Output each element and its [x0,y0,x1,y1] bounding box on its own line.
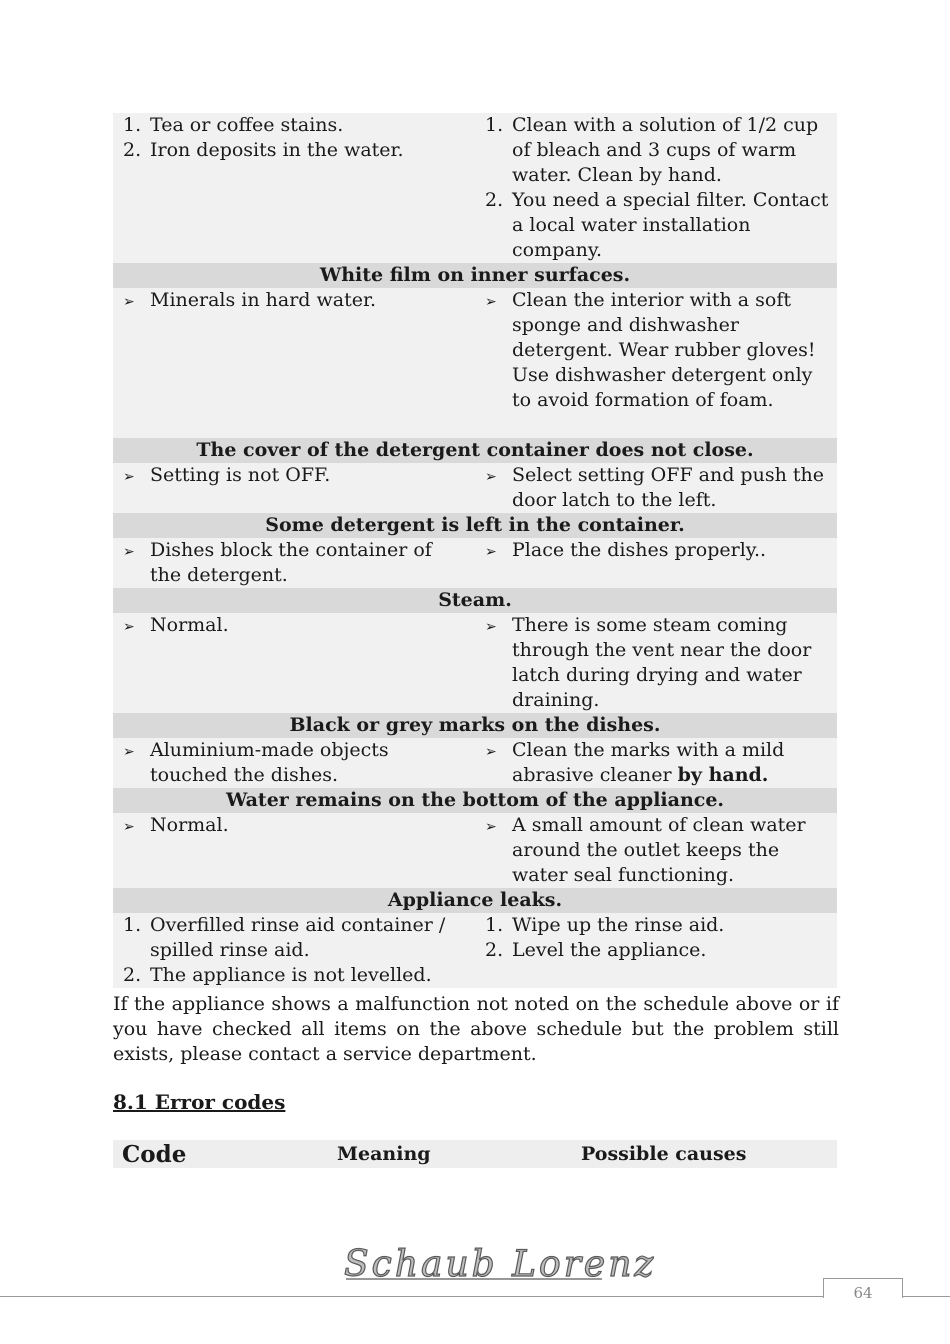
list-item: ➢ Aluminium-made objects touched the dishes. [123,739,389,786]
causes-column-header: Possible causes [581,1143,747,1165]
cause-cell [113,913,475,988]
remedy-text: Clean the marks with a mild abrasive cleaner [512,739,785,786]
table-row [113,288,837,438]
list-item: ➢ Minerals in hard water. [121,288,463,315]
cause-cell [113,288,475,413]
problem-heading: Some detergent is left in the container. [113,513,837,538]
problem-heading: Black or grey marks on the dishes. [113,713,837,738]
list-number: 2. [123,964,142,986]
list-item: ➢ There is some steam coming through the vent near the door latch during drying and water draining. [485,614,812,711]
table-row [113,613,837,713]
list-number: 2. [123,139,142,161]
arrow-bullet-icon: ➢ [485,744,497,760]
list-item: 2. Iron deposits in the water. [123,139,404,161]
list-number: 2. [485,939,504,961]
remedy-cell [475,288,837,413]
section-title: 8.1 Error codes [113,1090,286,1114]
arrow-bullet-icon: ➢ [123,469,135,485]
list-item: ➢ A small amount of clean water around the outlet keeps the water seal functioning. [485,814,806,886]
cause-cell [113,113,475,263]
problem-heading: White film on inner surfaces. [113,263,837,288]
remedy-cell [475,813,837,888]
list-number: 1. [123,914,142,936]
arrow-bullet-icon: ➢ [485,619,497,635]
arrow-bullet-icon: ➢ [123,619,135,635]
cause-cell [113,738,475,788]
list-item: ➢ Dishes block the container of the detergent. [123,539,432,586]
page-number: 64 [853,1284,873,1302]
error-codes-header [113,1140,837,1168]
arrow-bullet-icon: ➢ [123,294,135,310]
table-row [113,913,837,988]
meaning-column-header: Meaning [337,1143,431,1165]
troubleshooting-table [113,113,837,988]
list-item: 1. Tea or coffee stains. [123,114,344,136]
list-number: 1. [485,114,504,136]
list-item: 2. You need a special filter. Contact a local water installation company. [485,189,829,261]
page-number-box [823,1278,903,1302]
remedy-cell [475,538,837,588]
brand-logo [340,1236,657,1290]
list-item: 1. Overfilled rinse aid container / spilled rinse aid. [123,914,446,961]
problem-heading: The cover of the detergent container does not close. [113,438,837,463]
problem-heading: Appliance leaks. [113,888,837,913]
svg-text:Schaub Lorenz: Schaub Lorenz [344,1244,657,1285]
remedy-emphasis: by hand. [677,764,769,786]
code-column-header: Code [122,1140,187,1168]
remedy-cell [475,913,837,988]
list-number: 1. [123,114,142,136]
table-row [113,813,837,888]
list-number: 2. [485,189,504,211]
table-row [113,538,837,588]
problem-heading: Water remains on the bottom of the appliance. [113,788,837,813]
footer-rule [0,1296,950,1297]
table-row [113,113,837,263]
list-item: 1. Wipe up the rinse aid. [485,914,725,936]
list-item [483,738,829,788]
service-note: If the appliance shows a malfunction not noted on the schedule above or if you have checked all items on the above schedule but the problem still exists, please contact a service department. [113,993,839,1065]
arrow-bullet-icon: ➢ [485,294,497,310]
remedy-cell [475,113,837,263]
cause-cell [113,613,475,713]
table-row [113,463,837,513]
list-number: 1. [485,914,504,936]
remedy-cell [475,463,837,513]
list-item: ➢ Clean the interior with a soft sponge and dishwasher detergent. Wear rubber gloves! Use dishwasher detergent only to avoid formation of foam. [485,289,816,411]
cause-cell [113,463,475,513]
arrow-bullet-icon: ➢ [485,819,497,835]
arrow-bullet-icon: ➢ [123,544,135,560]
arrow-bullet-icon: ➢ [485,544,497,560]
remedy-cell [475,738,837,788]
list-item: 2. Level the appliance. [485,939,707,961]
list-item: 2. The appliance is not levelled. [123,964,432,986]
cause-cell [113,538,475,588]
arrow-bullet-icon: ➢ [123,819,135,835]
list-item: ➢ Place the dishes properly.. [483,538,829,565]
list-item: ➢ Setting is not OFF. [121,463,463,490]
arrow-bullet-icon: ➢ [123,744,135,760]
table-row [113,738,837,788]
list-item: ➢ Normal. [121,813,463,840]
list-item: 1. Clean with a solution of 1/2 cup of bleach and 3 cups of warm water. Clean by hand. [485,114,819,186]
cause-cell [113,813,475,888]
arrow-bullet-icon: ➢ [485,469,497,485]
list-item: ➢ Select setting OFF and push the door latch to the left. [485,464,824,511]
remedy-cell [475,613,837,713]
list-item: ➢ Normal. [121,613,463,640]
problem-heading: Steam. [113,588,837,613]
